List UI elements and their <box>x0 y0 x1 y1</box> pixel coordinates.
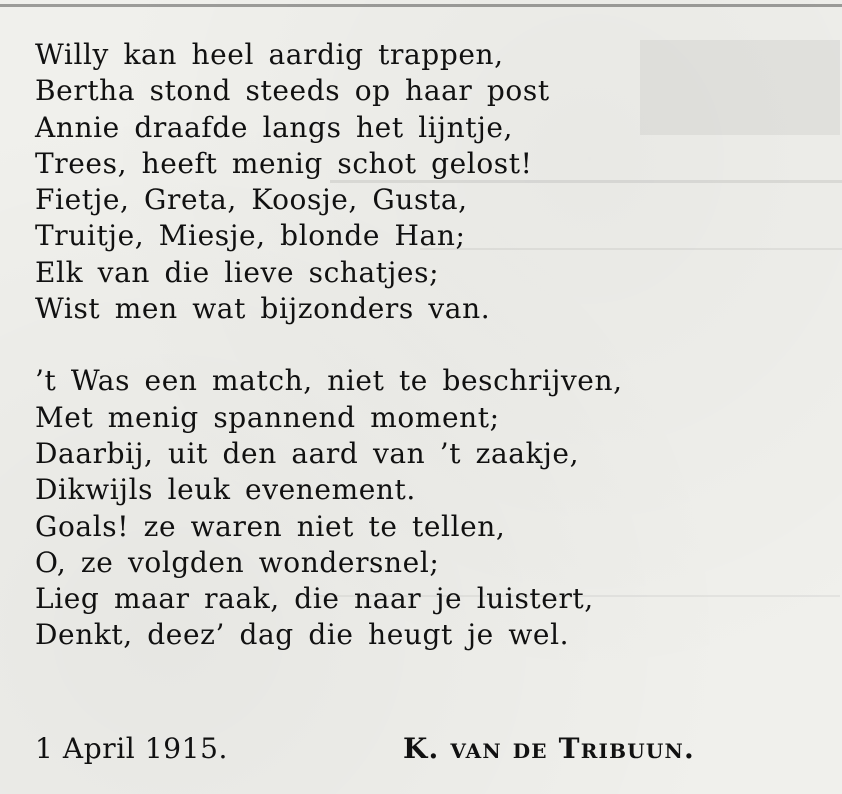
poem-line: Bertha stond steeds op haar post <box>35 74 550 108</box>
poem-line: Daarbij, uit den aard van ’t zaakje, <box>35 436 580 470</box>
stanza-divider <box>35 327 825 363</box>
show-through-rule <box>0 4 842 7</box>
poem-line: Trees, heeft menig schot gelost! <box>35 146 533 180</box>
poem-line: Annie draafde langs het lijntje, <box>35 110 514 144</box>
stanza-2 <box>35 363 825 653</box>
poem-line: Wist men wat bijzonders van. <box>35 292 491 326</box>
poem-footer <box>35 732 825 770</box>
poem-line: Elk van die lieve schatjes; <box>35 255 440 289</box>
poem-line: ’t Was een match, niet te beschrijven, <box>35 364 623 398</box>
poem <box>35 37 825 654</box>
author-signature: K. van de Tribuun. <box>403 732 695 765</box>
poem-line: Lieg maar raak, die naar je luistert, <box>35 582 594 616</box>
poem-line: Denkt, deez’ dag die heugt je wel. <box>35 618 570 652</box>
poem-line: Willy kan heel aardig trappen, <box>35 38 504 71</box>
poem-line: Met menig spannend moment; <box>35 400 500 434</box>
poem-line: Dikwijls leuk evenement. <box>35 473 416 507</box>
poem-date: 1 April 1915. <box>35 732 229 765</box>
stanza-1 <box>35 37 825 327</box>
poem-line: O, ze volgden wondersnel; <box>35 545 440 579</box>
poem-line: Fietje, Greta, Koosje, Gusta, <box>35 183 468 217</box>
poem-line: Truitje, Miesje, blonde Han; <box>35 219 466 253</box>
poem-line: Goals! ze waren niet te tellen, <box>35 509 506 543</box>
